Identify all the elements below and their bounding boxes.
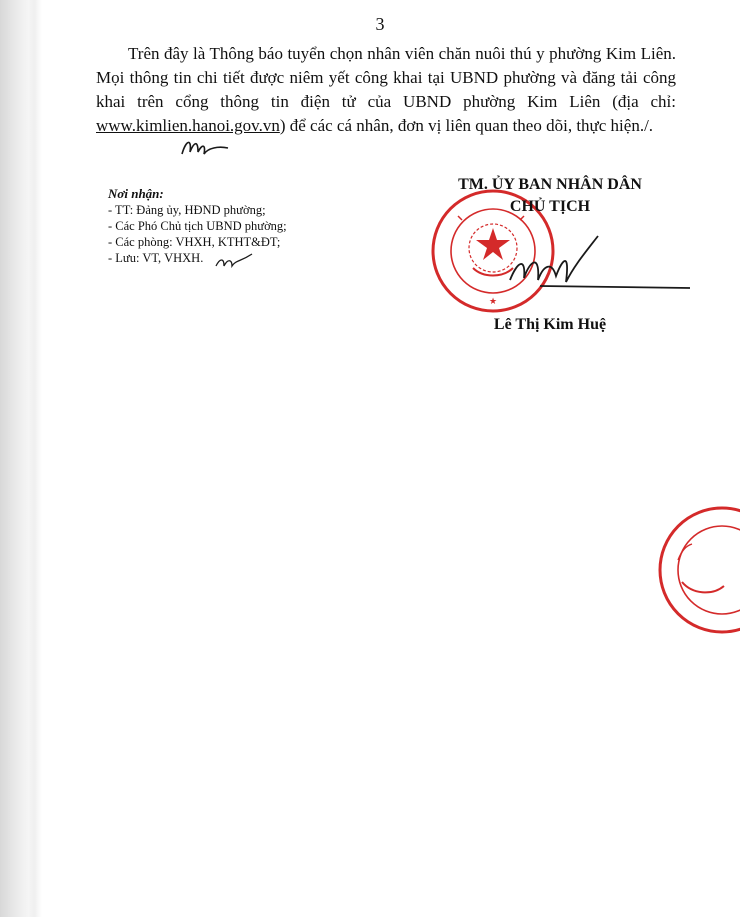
signature-title: TM. ỦY BAN NHÂN DÂN <box>458 176 642 193</box>
handwritten-signature <box>500 230 700 300</box>
page-number: 3 <box>375 14 385 34</box>
recipients-heading: Nơi nhận: <box>108 186 164 201</box>
recipients-block <box>108 186 408 266</box>
initials-mark <box>178 134 230 160</box>
paragraph-text-1: Trên đây là Thông báo tuyển chọn nhân viên chăn nuôi thú y phường Kim Liên. Mọi thông tin chi tiết được niêm yết công khai tại UBND phường và đăng tải công khai trên cổng thông tin điện tử của UBND phường Kim Liên (địa chỉ: <box>96 44 676 111</box>
svg-text:★: ★ <box>488 296 498 306</box>
recipient-item: - Các phòng: VHXH, KTHT&ĐT; <box>108 235 281 249</box>
recipient-item: - Các Phó Chủ tịch UBND phường; <box>108 219 287 233</box>
signer-name: Lê Thị Kim Huệ <box>493 316 607 333</box>
signature-role: CHỦ TỊCH <box>509 198 591 215</box>
closing-paragraph <box>96 42 676 138</box>
recipient-item: - TT: Đảng ủy, HĐND phường; <box>108 203 266 217</box>
edge-seal-fragment <box>652 500 740 640</box>
scan-fold <box>28 0 42 917</box>
paragraph-text-2: ) để các cá nhân, đơn vị liên quan theo dõi, thực hiện./. <box>279 116 654 135</box>
initials-mark-small <box>214 252 254 272</box>
recipients-list <box>108 202 408 266</box>
recipient-item: - Lưu: VT, VHXH. <box>108 251 204 265</box>
website-link[interactable]: www.kimlien.hanoi.gov.vn <box>96 116 280 135</box>
